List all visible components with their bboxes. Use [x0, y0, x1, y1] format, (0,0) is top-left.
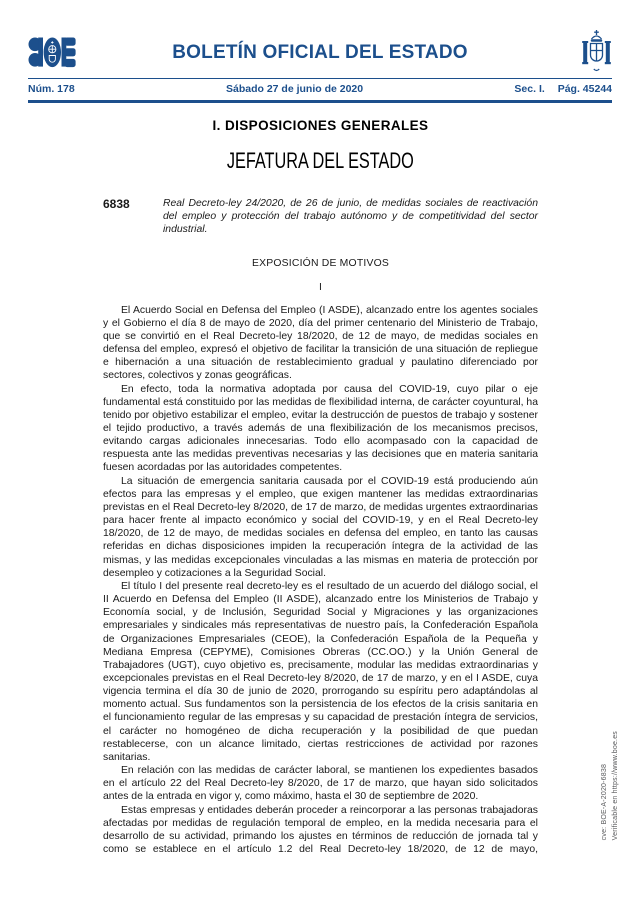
paragraph: Estas empresas y entidades deberán proceder a reincorporar a las personas trabajadoras afectadas por medidas de regulación temporal de empleo, en la medida necesaria para el desarrollo de su actividad, primando los ajustes en términos de reducción de jornada tal y como se establece en el artículo 1.2 del Real Decreto-ley 18/2020, de 12 de mayo, [103, 804, 538, 856]
document-body [103, 100, 538, 856]
section-page-ref [514, 83, 612, 95]
paragraph: En efecto, toda la normativa adoptada por causa del COVID-19, cuyo pilar o eje fundamental está constituido por las medidas de flexibilidad interna, de carácter coyuntural, ha tenido por objetivo estabilizar el empleo, evitar la destrucción de puestos de trabajo y sostener el tejido productivo, a través además de una flexibilización de los mecanismos precisos, evitando cargas adicionales innecesarias. Todo ello acompasado con la capacidad de respuesta ante las medidas preventivas necesarias y las decisiones que en materia sanitaria fuesen acordadas por las autoridades competentes. [103, 383, 538, 474]
part-numeral: I [319, 281, 322, 293]
paragraph: El Acuerdo Social en Defensa del Empleo (I ASDE), alcanzado entre los agentes sociales y el Gobierno el día 8 de mayo de 2020, día del primer centenario del Ministerio de Trabajo, que se convirtió en el Real Decreto-ley 18/2020, de 12 de mayo, de medidas sociales en defensa del empleo, expresó el objetivo de facilitar la transición de una situación de repliegue e hibernación a una situación de restablecimiento gradual y paulatino diferenciado por sectores, colectivos y zonas geográficas. [103, 304, 538, 382]
boe-logo-icon [28, 37, 76, 68]
disposition-title: Real Decreto-ley 24/2020, de 26 de junio, de medidas sociales de reactivación del empleo y protección del trabajo autónomo y de competitividad del sector industrial. [163, 198, 538, 236]
section-ref: Sec. I. [514, 83, 545, 95]
issuer-heading-text: JEFATURA DEL ESTADO [227, 148, 414, 173]
disposition-number: 6838 [103, 197, 130, 211]
issuer-heading [103, 148, 538, 174]
paragraph: La situación de emergencia sanitaria causada por el COVID-19 está produciendo aún efectos para las empresas y el empleo, que exigen mantener las medidas extraordinarias previstas en el Real Decreto-ley 8/2020, de 17 de marzo, de medidas urgentes extraordinarias para hacer frente al impacto económico y social del COVID-19, y en el Real Decreto-ley 18/2020, de 12 de mayo, de medidas sociales en defensa del empleo, en tanto las causas referidas en dichas disposiciones impiden la recuperación íntegra de la actividad de las mismas, y las medidas excepcionales vinculadas a las mismas en materia de protección por desempleo y cotizaciones a la Seguridad Social. [103, 475, 538, 579]
page-ref: Pág. 45244 [557, 83, 612, 95]
section-heading: I. DISPOSICIONES GENERALES [212, 118, 429, 133]
cve-verification-url: Verificable en https://www.boe.es [612, 730, 619, 840]
paragraph: En relación con las medidas de carácter laboral, se mantienen los expedientes basados en el artículo 22 del Real Decreto-ley 8/2020, de 17 de marzo, que hayan sido solicitados antes de la entrada en vigor y, como máximo, hasta el 30 de septiembre de 2020. [103, 765, 538, 803]
motives-heading: EXPOSICIÓN DE MOTIVOS [252, 257, 389, 269]
cve-code: cve: BOE-A-2020-6838 [601, 763, 608, 840]
info-bar [28, 79, 612, 100]
paragraph: El título I del presente real decreto-ley es el resultado de un acuerdo del diálogo social, el II Acuerdo en Defensa del Empleo (II ASDE), alcanzado entre los Ministerios de Trabajo y Economía social, y de Inclusión, Seguridad Social y Migraciones y las organizaciones empresariales y sindicales más representativas de nuestro país, la Confederación Española de Organizaciones Empresariales (CEOE), la Confederación Española de la Pequeña y Mediana Empresa (CEPYME), Comisiones Obreras (CC.OO.) y la Unión General de Trabajadores (UGT), cuyo objetivo es, precisamente, modular las medidas extraordinarias y excepcionales previstas en el Real Decreto-ley 8/2020, de 17 de marzo, y en el I ASDE, cuya vigencia termina el día 30 de junio de 2020, prorrogando su espíritu pero adaptándolas al momento actual. Sus fundamentos son la persistencia de los efectos de la crisis sanitaria en el funcionamiento regular de las empresas y su capacidad de prestación íntegra de servicios, el carácter no homogéneo de dicha recuperación y la posibilidad de que puedan restablecerse, con un alcance limitado, ciertas restricciones de actividad por razones sanitarias. [103, 580, 538, 763]
disposition-item [103, 197, 538, 237]
issue-number: Núm. 178 [28, 83, 75, 95]
spain-coat-of-arms-icon [581, 29, 612, 76]
masthead [28, 0, 612, 103]
paragraph-block [103, 304, 538, 857]
cve-strip [599, 731, 621, 840]
masthead-row [28, 27, 612, 78]
masthead-title: BOLETÍN OFICIAL DEL ESTADO [172, 41, 468, 63]
issue-date: Sábado 27 de junio de 2020 [225, 83, 364, 95]
